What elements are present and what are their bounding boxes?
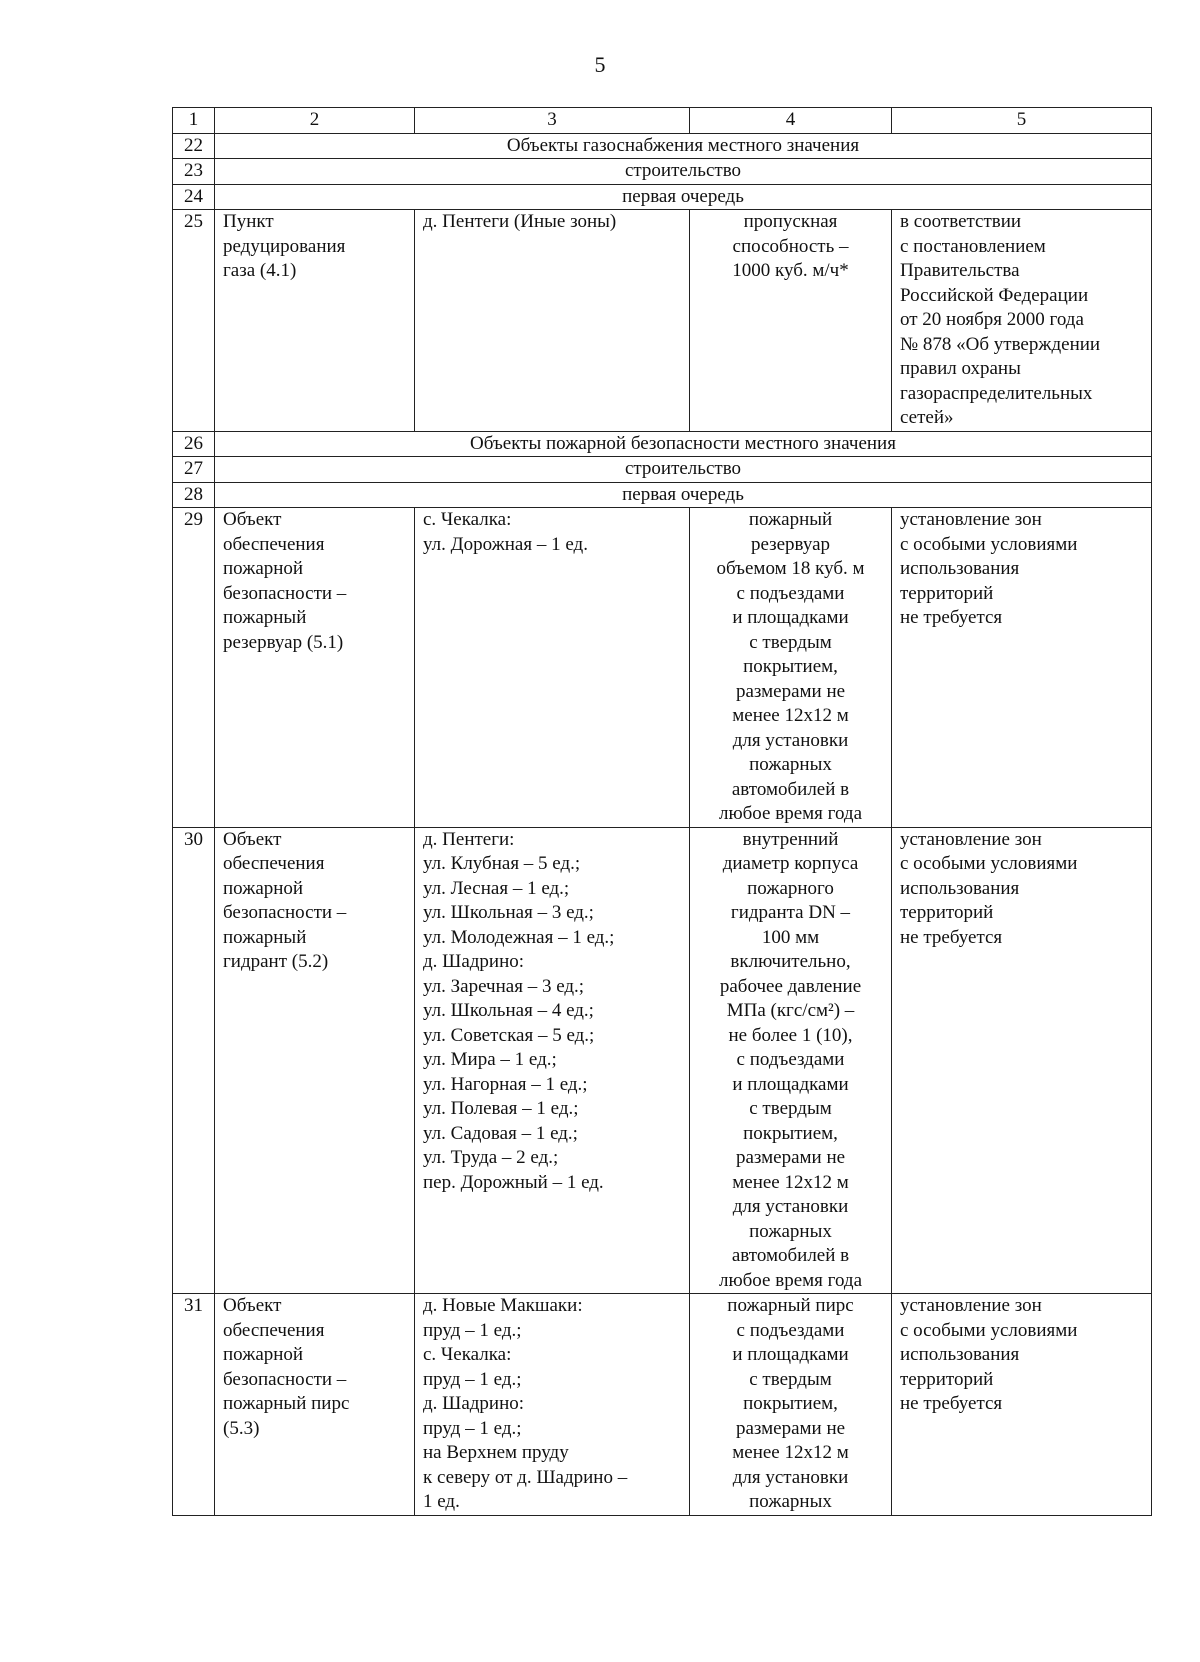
row-number: 28 (173, 482, 215, 508)
column-number: 3 (415, 108, 690, 134)
location-cell: с. Чекалка: ул. Дорожная – 1 ед. (415, 508, 690, 828)
characteristics-cell: пожарный резервуар объемом 18 куб. м с подъездами и площадками с твердым покрытием, размерами не менее 12х12 м для установки пожарных автомобилей в любое время года (690, 508, 892, 828)
row-number: 27 (173, 457, 215, 483)
section-heading: Объекты газоснабжения местного значения (215, 133, 1152, 159)
table-row (173, 210, 1152, 432)
location-cell: д. Пентеги: ул. Клубная – 5 ед.; ул. Лесная – 1 ед.; ул. Школьная – 3 ед.; ул. Молодежная – 1 ед.; д. Шадрино: ул. Заречная – 3 ед.; ул. Школьная – 4 ед.; ул. Советская – 5 ед.; ул. Мира – 1 ед.; ул. Нагорная – 1 ед.; ул. Полевая – 1 ед.; ул. Садовая – 1 ед.; ул. Труда – 2 ед.; пер. Дорожный – 1 ед. (415, 827, 690, 1294)
object-name-cell: Пункт редуцирования газа (4.1) (215, 210, 415, 432)
section-row (173, 482, 1152, 508)
row-number: 25 (173, 210, 215, 432)
section-heading: первая очередь (215, 482, 1152, 508)
table-row (173, 1294, 1152, 1516)
zones-cell: установление зон с особыми условиями использования территорий не требуется (892, 1294, 1152, 1516)
page-number: 5 (594, 52, 606, 77)
section-heading: Объекты пожарной безопасности местного значения (215, 431, 1152, 457)
zones-cell: в соответствии с постановлением Правительства Российской Федерации от 20 ноября 2000 года № 878 «Об утверждении правил охраны газораспределительных сетей» (892, 210, 1152, 432)
row-number: 31 (173, 1294, 215, 1516)
table-row (173, 508, 1152, 828)
column-number: 4 (690, 108, 892, 134)
row-number: 30 (173, 827, 215, 1294)
row-number: 24 (173, 184, 215, 210)
location-cell: д. Пентеги (Иные зоны) (415, 210, 690, 432)
column-number: 2 (215, 108, 415, 134)
objects-table (172, 107, 1152, 1516)
characteristics-cell: пропускная способность – 1000 куб. м/ч* (690, 210, 892, 432)
location-cell: д. Новые Макшаки: пруд – 1 ед.; с. Чекалка: пруд – 1 ед.; д. Шадрино: пруд – 1 ед.; на Верхнем пруду к северу от д. Шадрино – 1 ед. (415, 1294, 690, 1516)
section-row (173, 184, 1152, 210)
section-heading: строительство (215, 457, 1152, 483)
row-number: 26 (173, 431, 215, 457)
column-number: 5 (892, 108, 1152, 134)
row-number: 22 (173, 133, 215, 159)
table-row (173, 827, 1152, 1294)
section-row (173, 133, 1152, 159)
row-number: 23 (173, 159, 215, 185)
row-number: 29 (173, 508, 215, 828)
zones-cell: установление зон с особыми условиями использования территорий не требуется (892, 827, 1152, 1294)
section-heading: строительство (215, 159, 1152, 185)
zones-cell: установление зон с особыми условиями использования территорий не требуется (892, 508, 1152, 828)
section-row (173, 457, 1152, 483)
column-number-row (173, 108, 1152, 134)
characteristics-cell: пожарный пирс с подъездами и площадками с твердым покрытием, размерами не менее 12х12 м для установки пожарных (690, 1294, 892, 1516)
characteristics-cell: внутренний диаметр корпуса пожарного гидранта DN – 100 мм включительно, рабочее давление МПа (кгс/см²) – не более 1 (10), с подъездами и площадками с твердым покрытием, размерами не менее 12х12 м для установки пожарных автомобилей в любое время года (690, 827, 892, 1294)
column-number: 1 (173, 108, 215, 134)
object-name-cell: Объект обеспечения пожарной безопасности – пожарный резервуар (5.1) (215, 508, 415, 828)
object-name-cell: Объект обеспечения пожарной безопасности – пожарный пирс (5.3) (215, 1294, 415, 1516)
section-row (173, 431, 1152, 457)
section-row (173, 159, 1152, 185)
object-name-cell: Объект обеспечения пожарной безопасности – пожарный гидрант (5.2) (215, 827, 415, 1294)
section-heading: первая очередь (215, 184, 1152, 210)
